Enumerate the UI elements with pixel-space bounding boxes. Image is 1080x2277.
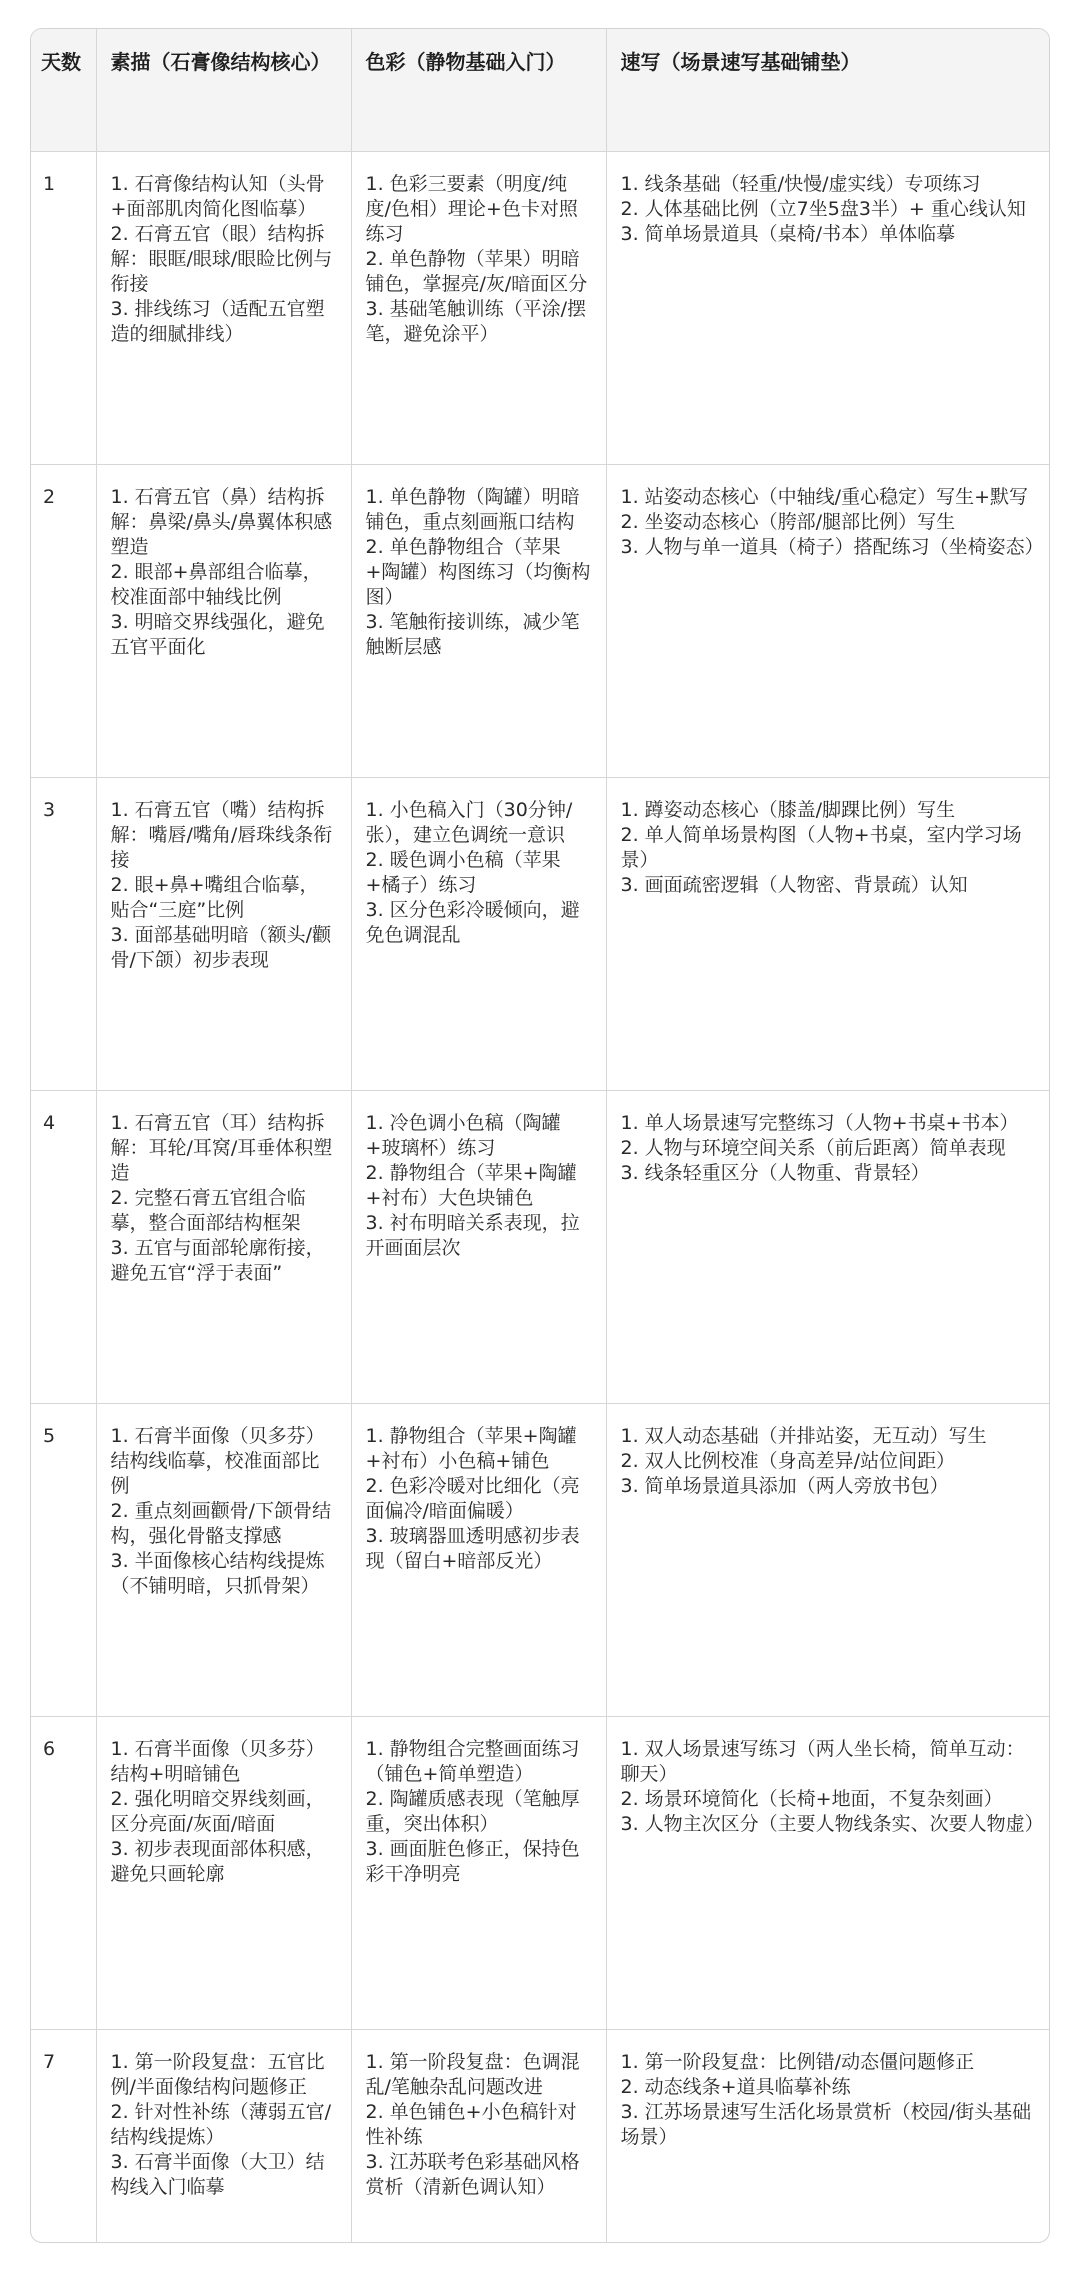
list-item: 3. 玻璃器皿透明感初步表现（留白+暗部反光） <box>365 1524 580 1572</box>
list-item: 3. 明暗交界线强化，避免五官平面化 <box>110 610 325 658</box>
list-item: 1. 单色静物（陶罐）明暗铺色，重点刻画瓶口结构 <box>365 485 580 533</box>
table-row <box>31 1090 1050 1403</box>
list-item: 1. 小色稿入门（30分钟/张），建立色调统一意识 <box>365 798 573 846</box>
header-speed-sketch: 速写（场景速写基础铺垫） <box>606 29 1050 151</box>
list-item: 2. 场景环境简化（长椅+地面，不复杂刻画） <box>620 1787 1003 1810</box>
cell-color <box>351 151 606 464</box>
cell-color <box>351 777 606 1090</box>
list-item: 1. 双人动态基础（并排站姿，无互动）写生 <box>620 1424 987 1447</box>
list-item: 1. 色彩三要素（明度/纯度/色相）理论+色卡对照练习 <box>365 172 578 245</box>
list-item: 1. 双人场景速写练习（两人坐长椅，简单互动：聊天） <box>620 1737 1025 1785</box>
list-item: 1. 冷色调小色稿（陶罐+玻璃杯）练习 <box>365 1111 561 1159</box>
cell-sketch <box>96 1090 351 1403</box>
cell-day: 4 <box>31 1090 96 1403</box>
list-item: 3. 江苏场景速写生活化场景赏析（校园/街头基础场景） <box>620 2100 1032 2148</box>
table-row <box>31 464 1050 777</box>
list-item: 2. 针对性补练（薄弱五官/结构线提炼） <box>110 2100 332 2148</box>
cell-day: 3 <box>31 777 96 1090</box>
table-body <box>31 151 1050 2243</box>
list-item: 1. 石膏半面像（贝多芬）结构线临摹，校准面部比例 <box>110 1424 325 1497</box>
schedule-card <box>30 28 1050 2243</box>
list-item: 1. 单人场景速写完整练习（人物+书桌+书本） <box>620 1111 1019 1134</box>
list-item: 3. 五官与面部轮廓衔接，避免五官“浮于表面” <box>110 1236 325 1284</box>
list-item: 3. 基础笔触训练（平涂/摆笔，避免涂平） <box>365 297 587 345</box>
cell-sketch <box>96 1403 351 1716</box>
list-item: 1. 第一阶段复盘：色调混乱/笔触杂乱问题改进 <box>365 2050 580 2098</box>
list-item: 2. 眼+鼻+嘴组合临摹，贴合“三庭”比例 <box>110 873 319 921</box>
cell-speed-sketch <box>606 464 1050 777</box>
list-item: 2. 重点刻画颧骨/下颌骨结构，强化骨骼支撑感 <box>110 1499 332 1547</box>
cell-color <box>351 1716 606 2029</box>
cell-speed-sketch <box>606 1403 1050 1716</box>
list-item: 2. 单色静物（苹果）明暗铺色，掌握亮/灰/暗面区分 <box>365 247 588 295</box>
list-item: 3. 排线练习（适配五官塑造的细腻排线） <box>110 297 325 345</box>
list-item: 1. 第一阶段复盘：比例错/动态僵问题修正 <box>620 2050 975 2073</box>
header-color: 色彩（静物基础入门） <box>351 29 606 151</box>
list-item: 1. 静物组合完整画面练习（铺色+简单塑造） <box>365 1737 580 1785</box>
list-item: 3. 线条轻重区分（人物重、背景轻） <box>620 1161 930 1184</box>
list-item: 2. 完整石膏五官组合临摹，整合面部结构框架 <box>110 1186 306 1234</box>
list-item: 1. 蹲姿动态核心（膝盖/脚踝比例）写生 <box>620 798 956 821</box>
list-item: 1. 静物组合（苹果+陶罐+衬布）小色稿+铺色 <box>365 1424 577 1472</box>
list-item: 3. 初步表现面部体积感，避免只画轮廓 <box>110 1837 325 1885</box>
list-item: 3. 区分色彩冷暖倾向，避免色调混乱 <box>365 898 580 946</box>
cell-day: 5 <box>31 1403 96 1716</box>
table-header-row <box>31 29 1050 151</box>
list-item: 3. 石膏半面像（大卫）结构线入门临摹 <box>110 2150 325 2198</box>
cell-speed-sketch <box>606 151 1050 464</box>
list-item: 2. 色彩冷暖对比细化（亮面偏冷/暗面偏暖） <box>365 1474 580 1522</box>
list-item: 1. 第一阶段复盘：五官比例/半面像结构问题修正 <box>110 2050 325 2098</box>
list-item: 3. 简单场景道具添加（两人旁放书包） <box>620 1474 949 1497</box>
cell-color <box>351 1403 606 1716</box>
list-item: 2. 坐姿动态核心（胯部/腿部比例）写生 <box>620 510 956 533</box>
list-item: 2. 人体基础比例（立7坐5盘3半）+ 重心线认知 <box>620 197 1026 220</box>
cell-day: 1 <box>31 151 96 464</box>
table-row <box>31 777 1050 1090</box>
header-day: 天数 <box>31 29 96 151</box>
list-item: 3. 半面像核心结构线提炼（不铺明暗，只抓骨架） <box>110 1549 325 1597</box>
list-item: 3. 画面疏密逻辑（人物密、背景疏）认知 <box>620 873 968 896</box>
list-item: 2. 单色铺色+小色稿针对性补练 <box>365 2100 577 2148</box>
cell-day: 2 <box>31 464 96 777</box>
list-item: 1. 石膏五官（嘴）结构拆解：嘴唇/嘴角/唇珠线条衔接 <box>110 798 333 871</box>
cell-sketch <box>96 777 351 1090</box>
list-item: 2. 强化明暗交界线刻画，区分亮面/灰面/暗面 <box>110 1787 325 1835</box>
list-item: 3. 画面脏色修正，保持色彩干净明亮 <box>365 1837 580 1885</box>
cell-speed-sketch <box>606 1090 1050 1403</box>
cell-sketch <box>96 464 351 777</box>
cell-day: 6 <box>31 1716 96 2029</box>
list-item: 3. 笔触衔接训练，减少笔触断层感 <box>365 610 580 658</box>
table-row <box>31 151 1050 464</box>
list-item: 2. 单人简单场景构图（人物+书桌，室内学习场景） <box>620 823 1022 871</box>
table-row <box>31 2029 1050 2243</box>
list-item: 2. 陶罐质感表现（笔触厚重，突出体积） <box>365 1787 580 1835</box>
cell-color <box>351 464 606 777</box>
list-item: 2. 暖色调小色稿（苹果+橘子）练习 <box>365 848 561 896</box>
list-item: 3. 衬布明暗关系表现，拉开画面层次 <box>365 1211 580 1259</box>
list-item: 3. 人物与单一道具（椅子）搭配练习（坐椅姿态） <box>620 535 1044 558</box>
header-sketch: 素描（石膏像结构核心） <box>96 29 351 151</box>
list-item: 3. 简单场景道具（桌椅/书本）单体临摹 <box>620 222 956 245</box>
list-item: 2. 人物与环境空间关系（前后距离）简单表现 <box>620 1136 1006 1159</box>
list-item: 2. 眼部+鼻部组合临摹，校准面部中轴线比例 <box>110 560 322 608</box>
list-item: 3. 江苏联考色彩基础风格赏析（清新色调认知） <box>365 2150 580 2198</box>
cell-speed-sketch <box>606 2029 1050 2243</box>
cell-color <box>351 1090 606 1403</box>
list-item: 2. 静物组合（苹果+陶罐+衬布）大色块铺色 <box>365 1161 577 1209</box>
list-item: 1. 石膏像结构认知（头骨+面部肌肉简化图临摹） <box>110 172 325 220</box>
table-row <box>31 1403 1050 1716</box>
cell-sketch <box>96 151 351 464</box>
table-row <box>31 1716 1050 2029</box>
list-item: 1. 线条基础（轻重/快慢/虚实线）专项练习 <box>620 172 981 195</box>
list-item: 3. 面部基础明暗（额头/颧骨/下颌）初步表现 <box>110 923 332 971</box>
list-item: 1. 石膏半面像（贝多芬）结构+明暗铺色 <box>110 1737 325 1785</box>
list-item: 1. 石膏五官（耳）结构拆解：耳轮/耳窝/耳垂体积塑造 <box>110 1111 333 1184</box>
list-item: 2. 动态线条+道具临摹补练 <box>620 2075 851 2098</box>
list-item: 2. 石膏五官（眼）结构拆解：眼眶/眼球/眼睑比例与衔接 <box>110 222 333 295</box>
cell-sketch <box>96 1716 351 2029</box>
list-item: 2. 单色静物组合（苹果+陶罐）构图练习（均衡构图） <box>365 535 591 608</box>
cell-speed-sketch <box>606 777 1050 1090</box>
list-item: 1. 石膏五官（鼻）结构拆解：鼻梁/鼻头/鼻翼体积感塑造 <box>110 485 333 558</box>
list-item: 3. 人物主次区分（主要人物线条实、次要人物虚） <box>620 1812 1044 1835</box>
schedule-table <box>31 29 1050 2243</box>
cell-color <box>351 2029 606 2243</box>
cell-sketch <box>96 2029 351 2243</box>
cell-speed-sketch <box>606 1716 1050 2029</box>
list-item: 2. 双人比例校准（身高差异/站位间距） <box>620 1449 956 1472</box>
list-item: 1. 站姿动态核心（中轴线/重心稳定）写生+默写 <box>620 485 1028 508</box>
cell-day: 7 <box>31 2029 96 2243</box>
